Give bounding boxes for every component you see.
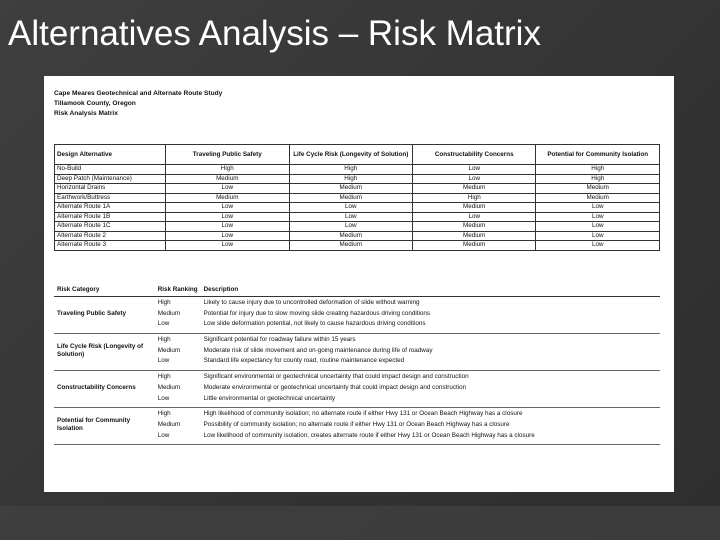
risk-group-divider	[54, 441, 660, 445]
risk-ranking-cell	[155, 408, 201, 442]
risk-level-cell: Low	[536, 231, 660, 241]
design-alternative-cell: Earthwork/Buttress	[55, 193, 166, 203]
matrix-header-row	[55, 145, 660, 165]
risk-header-cell: Risk Ranking	[155, 286, 201, 297]
risk-group-row	[54, 408, 660, 442]
county-name: Tillamook County, Oregon	[54, 100, 136, 107]
risk-level-cell: Medium	[413, 203, 536, 213]
risk-header-row	[54, 286, 660, 297]
table-row	[55, 212, 660, 222]
risk-level-cell: Low	[289, 212, 412, 222]
risk-level-cell: Medium	[289, 184, 412, 194]
risk-level-cell: Medium	[413, 222, 536, 232]
risk-level-cell: Low	[289, 222, 412, 232]
table-row	[55, 174, 660, 184]
risk-group-row	[54, 297, 660, 331]
risk-category: Life Cycle Risk (Longevity of Solution)	[57, 342, 144, 359]
risk-level-cell: Low	[166, 203, 289, 213]
risk-description: High likelihood of community isolation; no alternate route if either Hwy 131 or Ocean Beach Highway has a closure	[203, 410, 523, 418]
risk-description: Little environmental or geotechnical uncertainty	[203, 394, 336, 402]
risk-level-cell: Medium	[166, 174, 289, 184]
risk-description-cell	[201, 408, 660, 442]
risk-header-cell: Risk Category	[54, 286, 155, 297]
risk-ranking-cell	[155, 371, 201, 405]
slide-title: Alternatives Analysis – Risk Matrix	[8, 14, 541, 53]
risk-level-cell: Medium	[413, 184, 536, 194]
risk-description: Likely to cause injury due to uncontrolled deformation of slide without warning	[203, 299, 420, 306]
risk-group-row	[54, 334, 660, 368]
risk-description: Low likelihood of community isolation; creates alternate route if either Hwy 131 or Ocean Beach Highway has a closure	[203, 431, 535, 439]
risk-level-cell: High	[536, 165, 660, 175]
risk-description-cell	[201, 334, 660, 368]
risk-level-cell: Low	[536, 241, 660, 251]
risk-description: Moderate environmental or geotechnical uncertainty that could impact design and construction	[203, 383, 467, 391]
risk-level-cell: Low	[536, 222, 660, 232]
risk-level-cell: Low	[166, 222, 289, 232]
risk-level-cell: Low	[536, 203, 660, 213]
risk-ranking: Medium	[157, 346, 181, 354]
design-alternative-cell: Alternate Route 1A	[55, 203, 166, 213]
risk-level-cell: Low	[289, 203, 412, 213]
risk-level-cell: Medium	[536, 184, 660, 194]
matrix-header-cell: Potential for Community Isolation	[536, 145, 660, 165]
risk-level-cell: High	[413, 193, 536, 203]
table-row	[55, 231, 660, 241]
risk-level-cell: Medium	[166, 193, 289, 203]
design-alternative-cell: Alternate Route 3	[55, 241, 166, 251]
risk-header-cell: Description	[201, 286, 660, 297]
risk-category: Potential for Community Isolation	[57, 416, 131, 433]
risk-description: Standard life expectancy for county road, routine maintenance expected	[203, 357, 405, 365]
divider-line	[54, 441, 660, 445]
risk-ranking: Low	[157, 320, 170, 328]
design-alternative-cell: Deep Patch (Maintenance)	[55, 174, 166, 184]
table-row	[55, 203, 660, 213]
risk-description: Potential for injury due to slow moving slide creating hazardous driving conditions	[203, 309, 431, 317]
risk-level-cell: High	[536, 174, 660, 184]
table-row	[55, 241, 660, 251]
risk-level-cell: Medium	[413, 241, 536, 251]
risk-level-cell: High	[289, 165, 412, 175]
risk-description-cell	[201, 297, 660, 331]
matrix-header-cell: Life Cycle Risk (Longevity of Solution)	[289, 145, 412, 165]
table-row	[55, 165, 660, 175]
design-alternative-cell: Alternate Route 2	[55, 231, 166, 241]
risk-ranking: Medium	[157, 383, 181, 391]
risk-ranking-cell	[155, 297, 201, 331]
matrix-title: Risk Analysis Matrix	[54, 110, 118, 117]
design-alternative-cell: No-Build	[55, 165, 166, 175]
risk-level-cell: Low	[413, 212, 536, 222]
risk-ranking: High	[157, 299, 171, 306]
risk-description: Possibility of community isolation; no alternate route if either Hwy 131 or Ocean Beach Highway has a closure	[203, 420, 510, 428]
risk-level-cell: Low	[536, 212, 660, 222]
risk-ranking: High	[157, 336, 171, 344]
risk-definitions-body	[54, 286, 660, 445]
risk-level-cell: Low	[166, 241, 289, 251]
risk-level-cell: Low	[166, 231, 289, 241]
document-page	[44, 76, 674, 492]
risk-level-cell: Medium	[413, 231, 536, 241]
risk-level-cell: Medium	[289, 231, 412, 241]
risk-description-cell	[201, 371, 660, 405]
risk-level-cell: Medium	[289, 241, 412, 251]
risk-group-row	[54, 371, 660, 405]
risk-ranking-cell	[155, 334, 201, 368]
design-alternative-cell: Alternate Route 1C	[55, 222, 166, 232]
risk-ranking: High	[157, 410, 171, 418]
risk-level-cell: Low	[166, 184, 289, 194]
risk-description: Moderate risk of slide movement and on-going maintenance during life of roadway	[203, 346, 433, 354]
slide-bottom-band	[0, 506, 720, 540]
risk-ranking: Medium	[157, 309, 181, 317]
matrix-header-cell: Design Alternative	[55, 145, 166, 165]
matrix-header-cell: Constructability Concerns	[413, 145, 536, 165]
design-alternative-cell: Alternate Route 1B	[55, 212, 166, 222]
risk-level-cell: Medium	[289, 193, 412, 203]
matrix-header-cell: Traveling Public Safety	[166, 145, 289, 165]
risk-ranking: Low	[157, 357, 170, 365]
table-row	[55, 184, 660, 194]
risk-category: Constructability Concerns	[57, 383, 136, 391]
risk-description: Significant environmental or geotechnical uncertainty that could impact design and construction	[203, 373, 469, 381]
risk-category: Traveling Public Safety	[57, 309, 126, 317]
risk-definitions-table	[54, 286, 660, 445]
risk-ranking: High	[157, 373, 171, 381]
table-row	[55, 193, 660, 203]
risk-level-cell: High	[289, 174, 412, 184]
risk-level-cell: Low	[413, 165, 536, 175]
design-alternative-cell: Horizontal Drains	[55, 184, 166, 194]
risk-matrix-table	[54, 144, 660, 251]
risk-description: Low slide deformation potential, not likely to cause hazardous driving conditions	[203, 320, 426, 328]
table-row	[55, 222, 660, 232]
matrix-body	[55, 165, 660, 251]
risk-ranking: Low	[157, 394, 170, 402]
risk-level-cell: Low	[166, 212, 289, 222]
risk-ranking: Medium	[157, 420, 181, 428]
risk-level-cell: Medium	[536, 193, 660, 203]
risk-level-cell: Low	[413, 174, 536, 184]
study-title: Cape Meares Geotechnical and Alternate Route Study	[54, 90, 223, 97]
risk-ranking: Low	[157, 431, 170, 439]
risk-description: Significant potential for roadway failure within 15 years	[203, 336, 356, 344]
risk-level-cell: High	[166, 165, 289, 175]
document-heading	[54, 89, 222, 119]
